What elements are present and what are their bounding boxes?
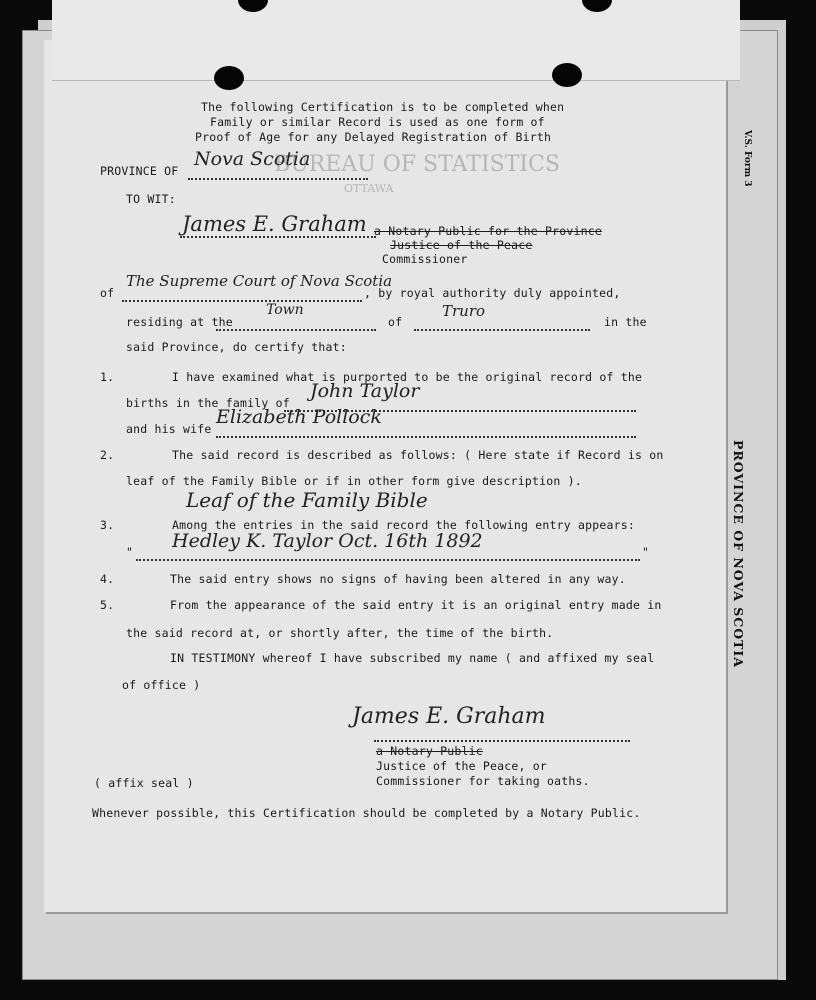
- punch-hole-right: [552, 63, 582, 87]
- testimony-text-2: of office ): [122, 678, 201, 692]
- side-province-label: PROVINCE OF NOVA SCOTIA: [731, 440, 746, 668]
- item-1-wife-label: and his wife: [126, 422, 212, 436]
- item-2-number: 2.: [100, 448, 115, 462]
- province-label: PROVINCE OF: [100, 164, 179, 178]
- item-2-value: Leaf of the Family Bible: [186, 488, 428, 512]
- province-value: Nova Scotia: [194, 148, 311, 170]
- punch-hole-left: [214, 66, 244, 90]
- of-label: of: [100, 286, 115, 300]
- item-1-wife-value: Elizabeth Pollock: [216, 406, 382, 428]
- item-1-family-value: John Taylor: [310, 380, 420, 402]
- header-line-2: Family or similar Record is used as one form of: [210, 115, 545, 129]
- to-wit-label: TO WIT:: [126, 192, 176, 206]
- town-line: [414, 315, 590, 331]
- top-flap: [52, 0, 740, 81]
- court-value: The Supreme Court of Nova Scotia: [126, 272, 393, 290]
- footer-note: Whenever possible, this Certification should be completed by a Notary Public.: [92, 806, 641, 820]
- item-3-close-quote: ": [642, 545, 650, 559]
- justice-strike: Justice of the Peace: [390, 238, 533, 252]
- header-line-3: Proof of Age for any Delayed Registration of Birth: [195, 130, 552, 144]
- of-label-2: of: [388, 315, 403, 329]
- faint-city: OTTAWA: [344, 182, 394, 195]
- royal-authority-text: , by royal authority duly appointed,: [364, 286, 621, 300]
- item-3-number: 3.: [100, 518, 115, 532]
- item-4-text: The said entry shows no signs of having been altered in any way.: [170, 572, 626, 586]
- certification-page: [44, 40, 726, 912]
- officer-line: [180, 222, 376, 238]
- sign-title-commissioner: Commissioner for taking oaths.: [376, 774, 590, 788]
- header-line-1: The following Certification is to be completed when: [201, 100, 565, 114]
- item-2-text-2: leaf of the Family Bible or if in other form give description ).: [126, 474, 582, 488]
- signature: James E. Graham: [352, 704, 546, 729]
- title-justice: [390, 238, 532, 252]
- faint-bureau-heading: BUREAU OF STATISTICS: [274, 152, 560, 177]
- officer-name: James E. Graham: [182, 212, 367, 236]
- item-1-family-label: births in the family of: [126, 396, 290, 410]
- town-value: Truro: [442, 302, 486, 320]
- title-notary: [374, 224, 602, 238]
- in-the-text: in the: [604, 315, 647, 329]
- item-1-text: I have examined what is purported to be the original record of the: [172, 370, 643, 384]
- signature-line: [374, 726, 630, 742]
- item-4-number: 4.: [100, 572, 115, 586]
- sign-notary-strike: a Notary Public: [376, 744, 483, 758]
- item-5-text: From the appearance of the said entry it is an original entry made in: [170, 598, 662, 612]
- item-5-text-2: the said record at, or shortly after, the time of the birth.: [126, 626, 554, 640]
- item-1-number: 1.: [100, 370, 115, 384]
- affix-seal-label: ( affix seal ): [94, 776, 194, 790]
- residing-value: Town: [266, 302, 304, 318]
- said-province-text: said Province, do certify that:: [126, 340, 347, 354]
- item-3-text: Among the entries in the said record the following entry appears:: [172, 518, 636, 532]
- title-commissioner: Commissioner: [382, 252, 468, 266]
- item-3-open-quote: ": [126, 545, 134, 559]
- side-form-label: V.S. Form 3: [742, 130, 752, 187]
- item-3-value: Hedley K. Taylor Oct. 16th 1892: [172, 530, 483, 552]
- item-5-number: 5.: [100, 598, 115, 612]
- notary-strike: a Notary Public for the Province: [374, 224, 602, 238]
- sign-title-justice: Justice of the Peace, or: [376, 759, 547, 773]
- testimony-text: IN TESTIMONY whereof I have subscribed my name ( and affixed my seal: [170, 651, 655, 665]
- item-2-text: The said record is described as follows: ( Here state if Record is on: [172, 448, 664, 462]
- sign-title-notary: [376, 744, 483, 758]
- residing-label: residing at the: [126, 315, 233, 329]
